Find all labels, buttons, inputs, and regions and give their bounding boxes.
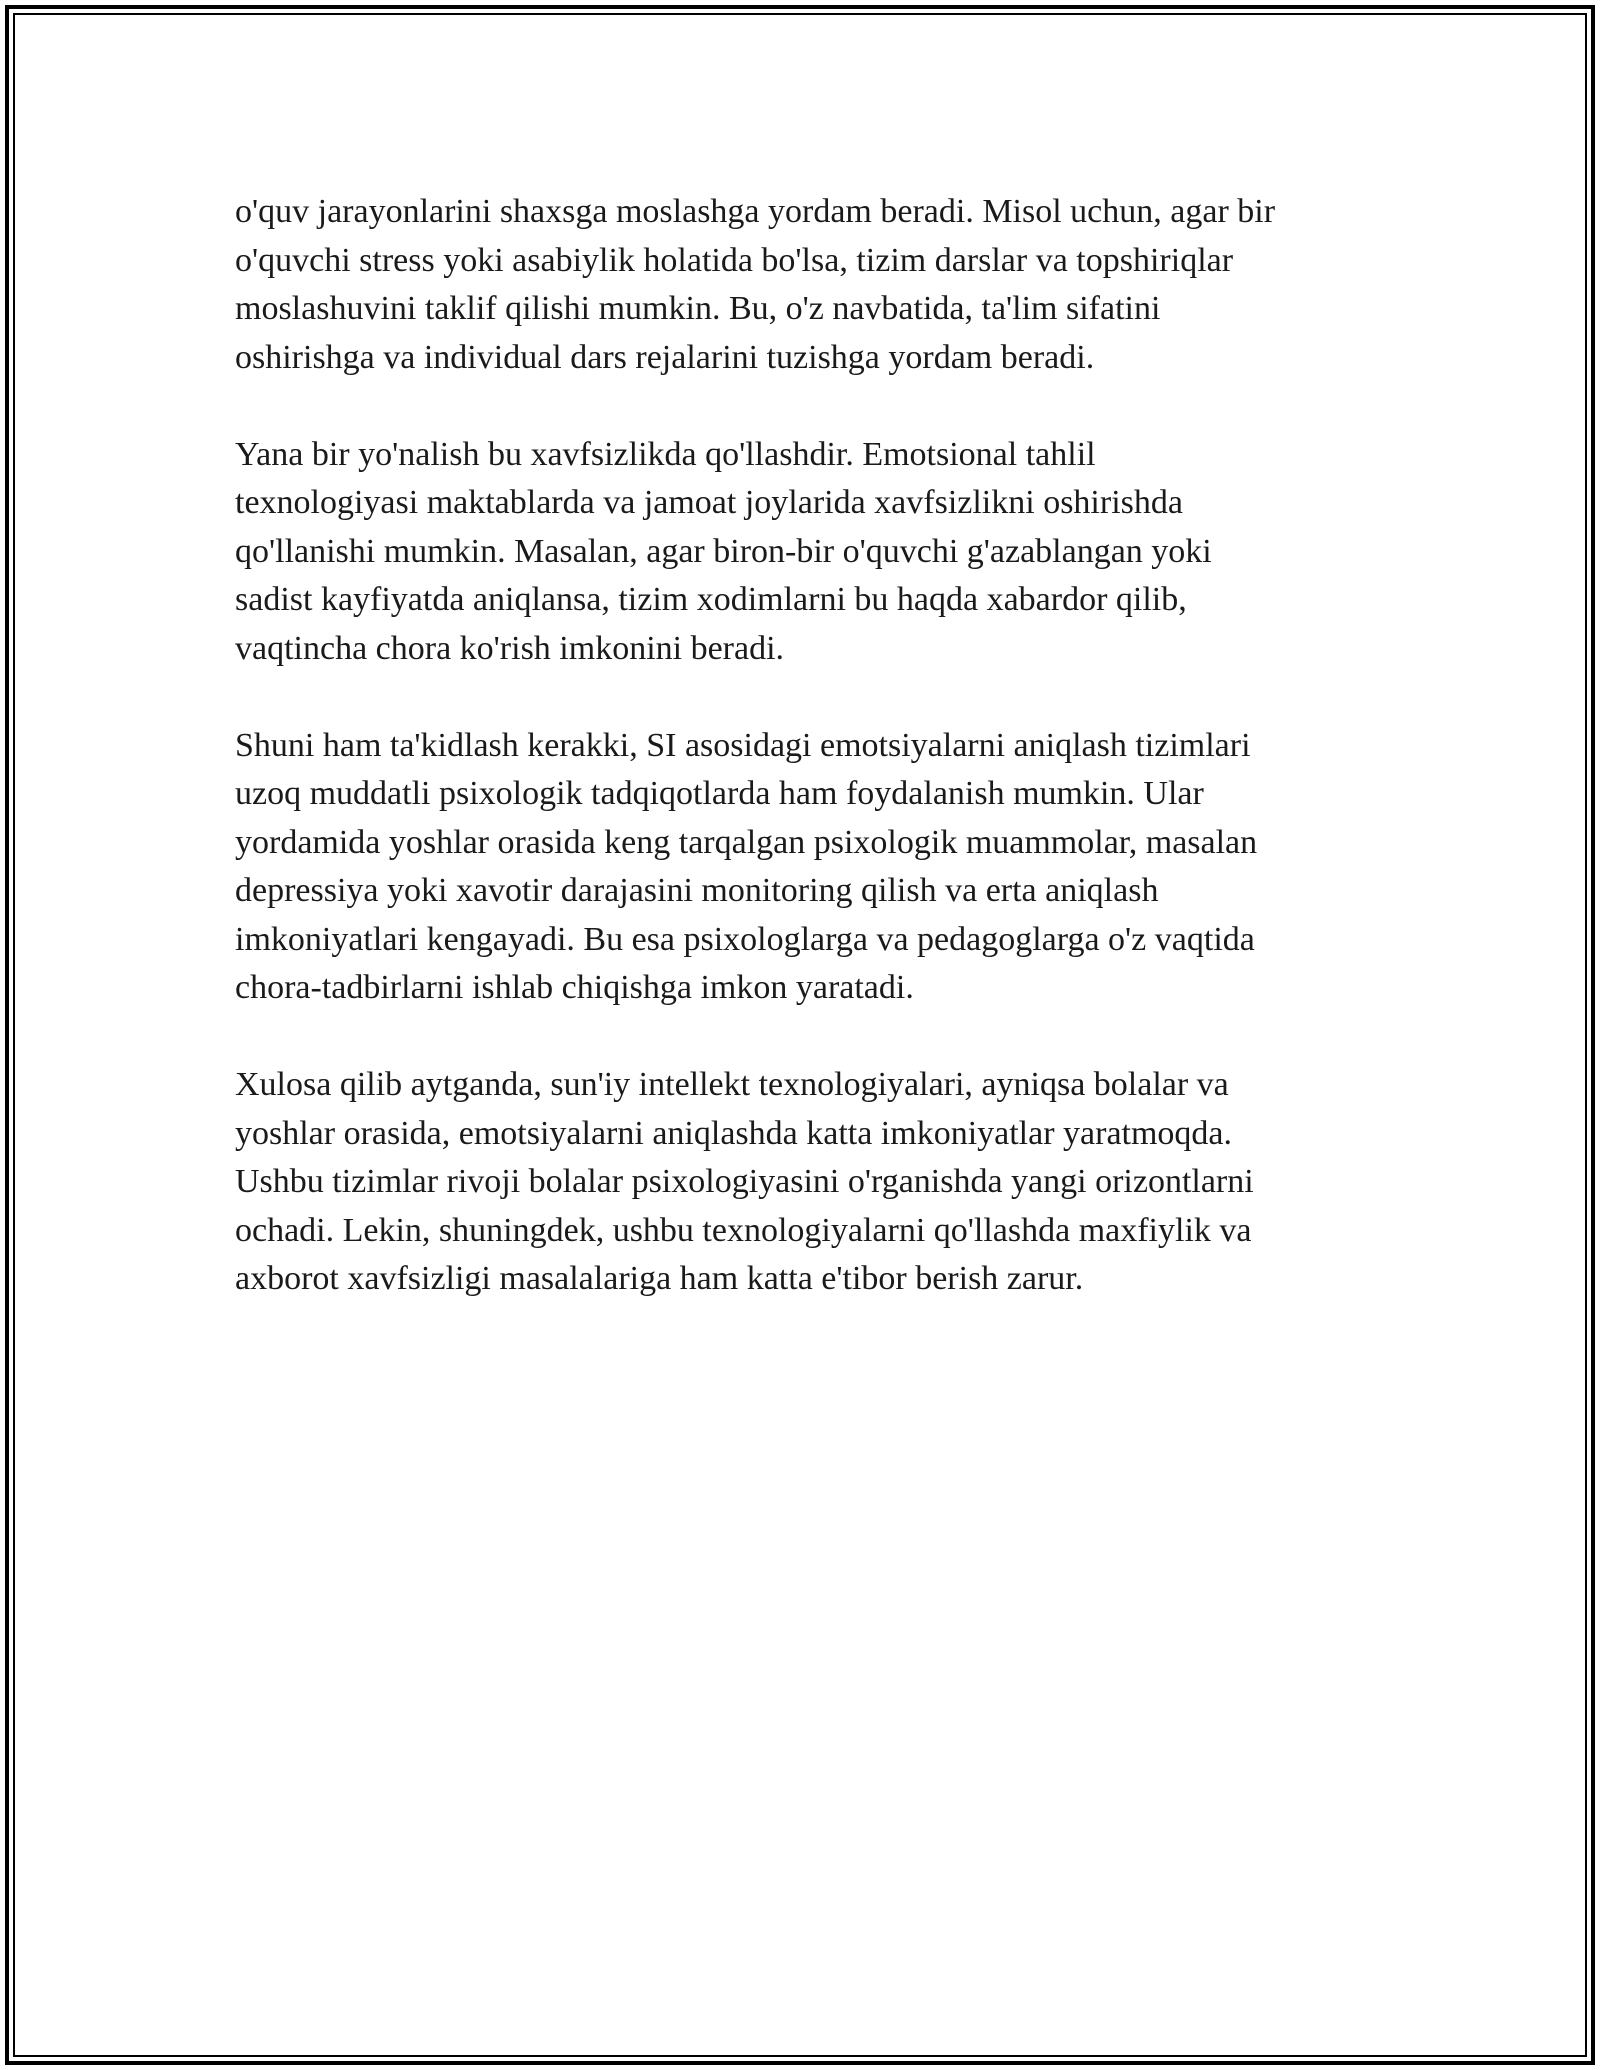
text-line: yordamida yoshlar orasida keng tarqalgan psixologik muammolar, masalan xyxy=(235,823,1258,861)
text-line: vaqtincha chora ko'rish imkonini beradi. xyxy=(235,629,785,667)
text-line: Yana bir yo'nalish bu xavfsizlikda qo'llashdir. Emotsional tahlil xyxy=(235,435,1096,473)
text-line: uzoq muddatli psixologik tadqiqotlarda ham foydalanish mumkin. Ular xyxy=(235,775,1204,812)
text-line: Shuni ham ta'kidlash kerakki, SI asosidagi emotsiyalarni aniqlash tizimlari xyxy=(235,726,1251,764)
text-line: axborot xavfsizligi masalalariga ham katta e'tibor berish zarur. xyxy=(235,1260,1084,1297)
text-line: chora-tadbirlarni ishlab chiqishga imkon yaratadi. xyxy=(235,969,914,1006)
document-body xyxy=(235,188,1365,1352)
text-line: texnologiyasi maktablarda va jamoat joylarida xavfsizlikni oshirishda xyxy=(235,484,1183,521)
text-line: qo'llanishi mumkin. Masalan, agar biron-bir o'quvchi g'azablangan yoki xyxy=(235,532,1212,570)
paragraph-4 xyxy=(235,1061,1365,1304)
text-line: moslashuvini taklif qilishi mumkin. Bu, o'z navbatida, ta'lim sifatini xyxy=(235,290,1161,327)
paragraph-1 xyxy=(235,188,1365,382)
text-line: o'quvchi stress yoki asabiylik holatida bo'lsa, tizim darslar va topshiriqlar xyxy=(235,241,1234,279)
paragraph-2 xyxy=(235,431,1365,674)
text-line: imkoniyatlari kengayadi. Bu esa psixologlarga va pedagoglarga o'z vaqtida xyxy=(235,920,1255,958)
text-line: oshirishga va individual dars rejalarini tuzishga yordam beradi. xyxy=(235,338,1095,376)
paragraph-3 xyxy=(235,722,1365,1013)
text-line: depressiya yoki xavotir darajasini monitoring qilish va erta aniqlash xyxy=(235,872,1159,909)
text-line: sadist kayfiyatda aniqlansa, tizim xodimlarni bu haqda xabardor qilib, xyxy=(235,581,1187,618)
text-line: ochadi. Lekin, shuningdek, ushbu texnologiyalarni qo'llashda maxfiylik va xyxy=(235,1211,1252,1249)
text-line: Xulosa qilib aytganda, sun'iy intellekt texnologiyalari, ayniqsa bolalar va xyxy=(235,1066,1229,1103)
text-line: yoshlar orasida, emotsiyalarni aniqlashda katta imkoniyatlar yaratmoqda. xyxy=(235,1114,1233,1152)
text-line: o'quv jarayonlarini shaxsga moslashga yordam beradi. Misol uchun, agar bir xyxy=(235,193,1276,230)
text-line: Ushbu tizimlar rivoji bolalar psixologiyasini o'rganishda yangi orizontlarni xyxy=(235,1163,1254,1200)
